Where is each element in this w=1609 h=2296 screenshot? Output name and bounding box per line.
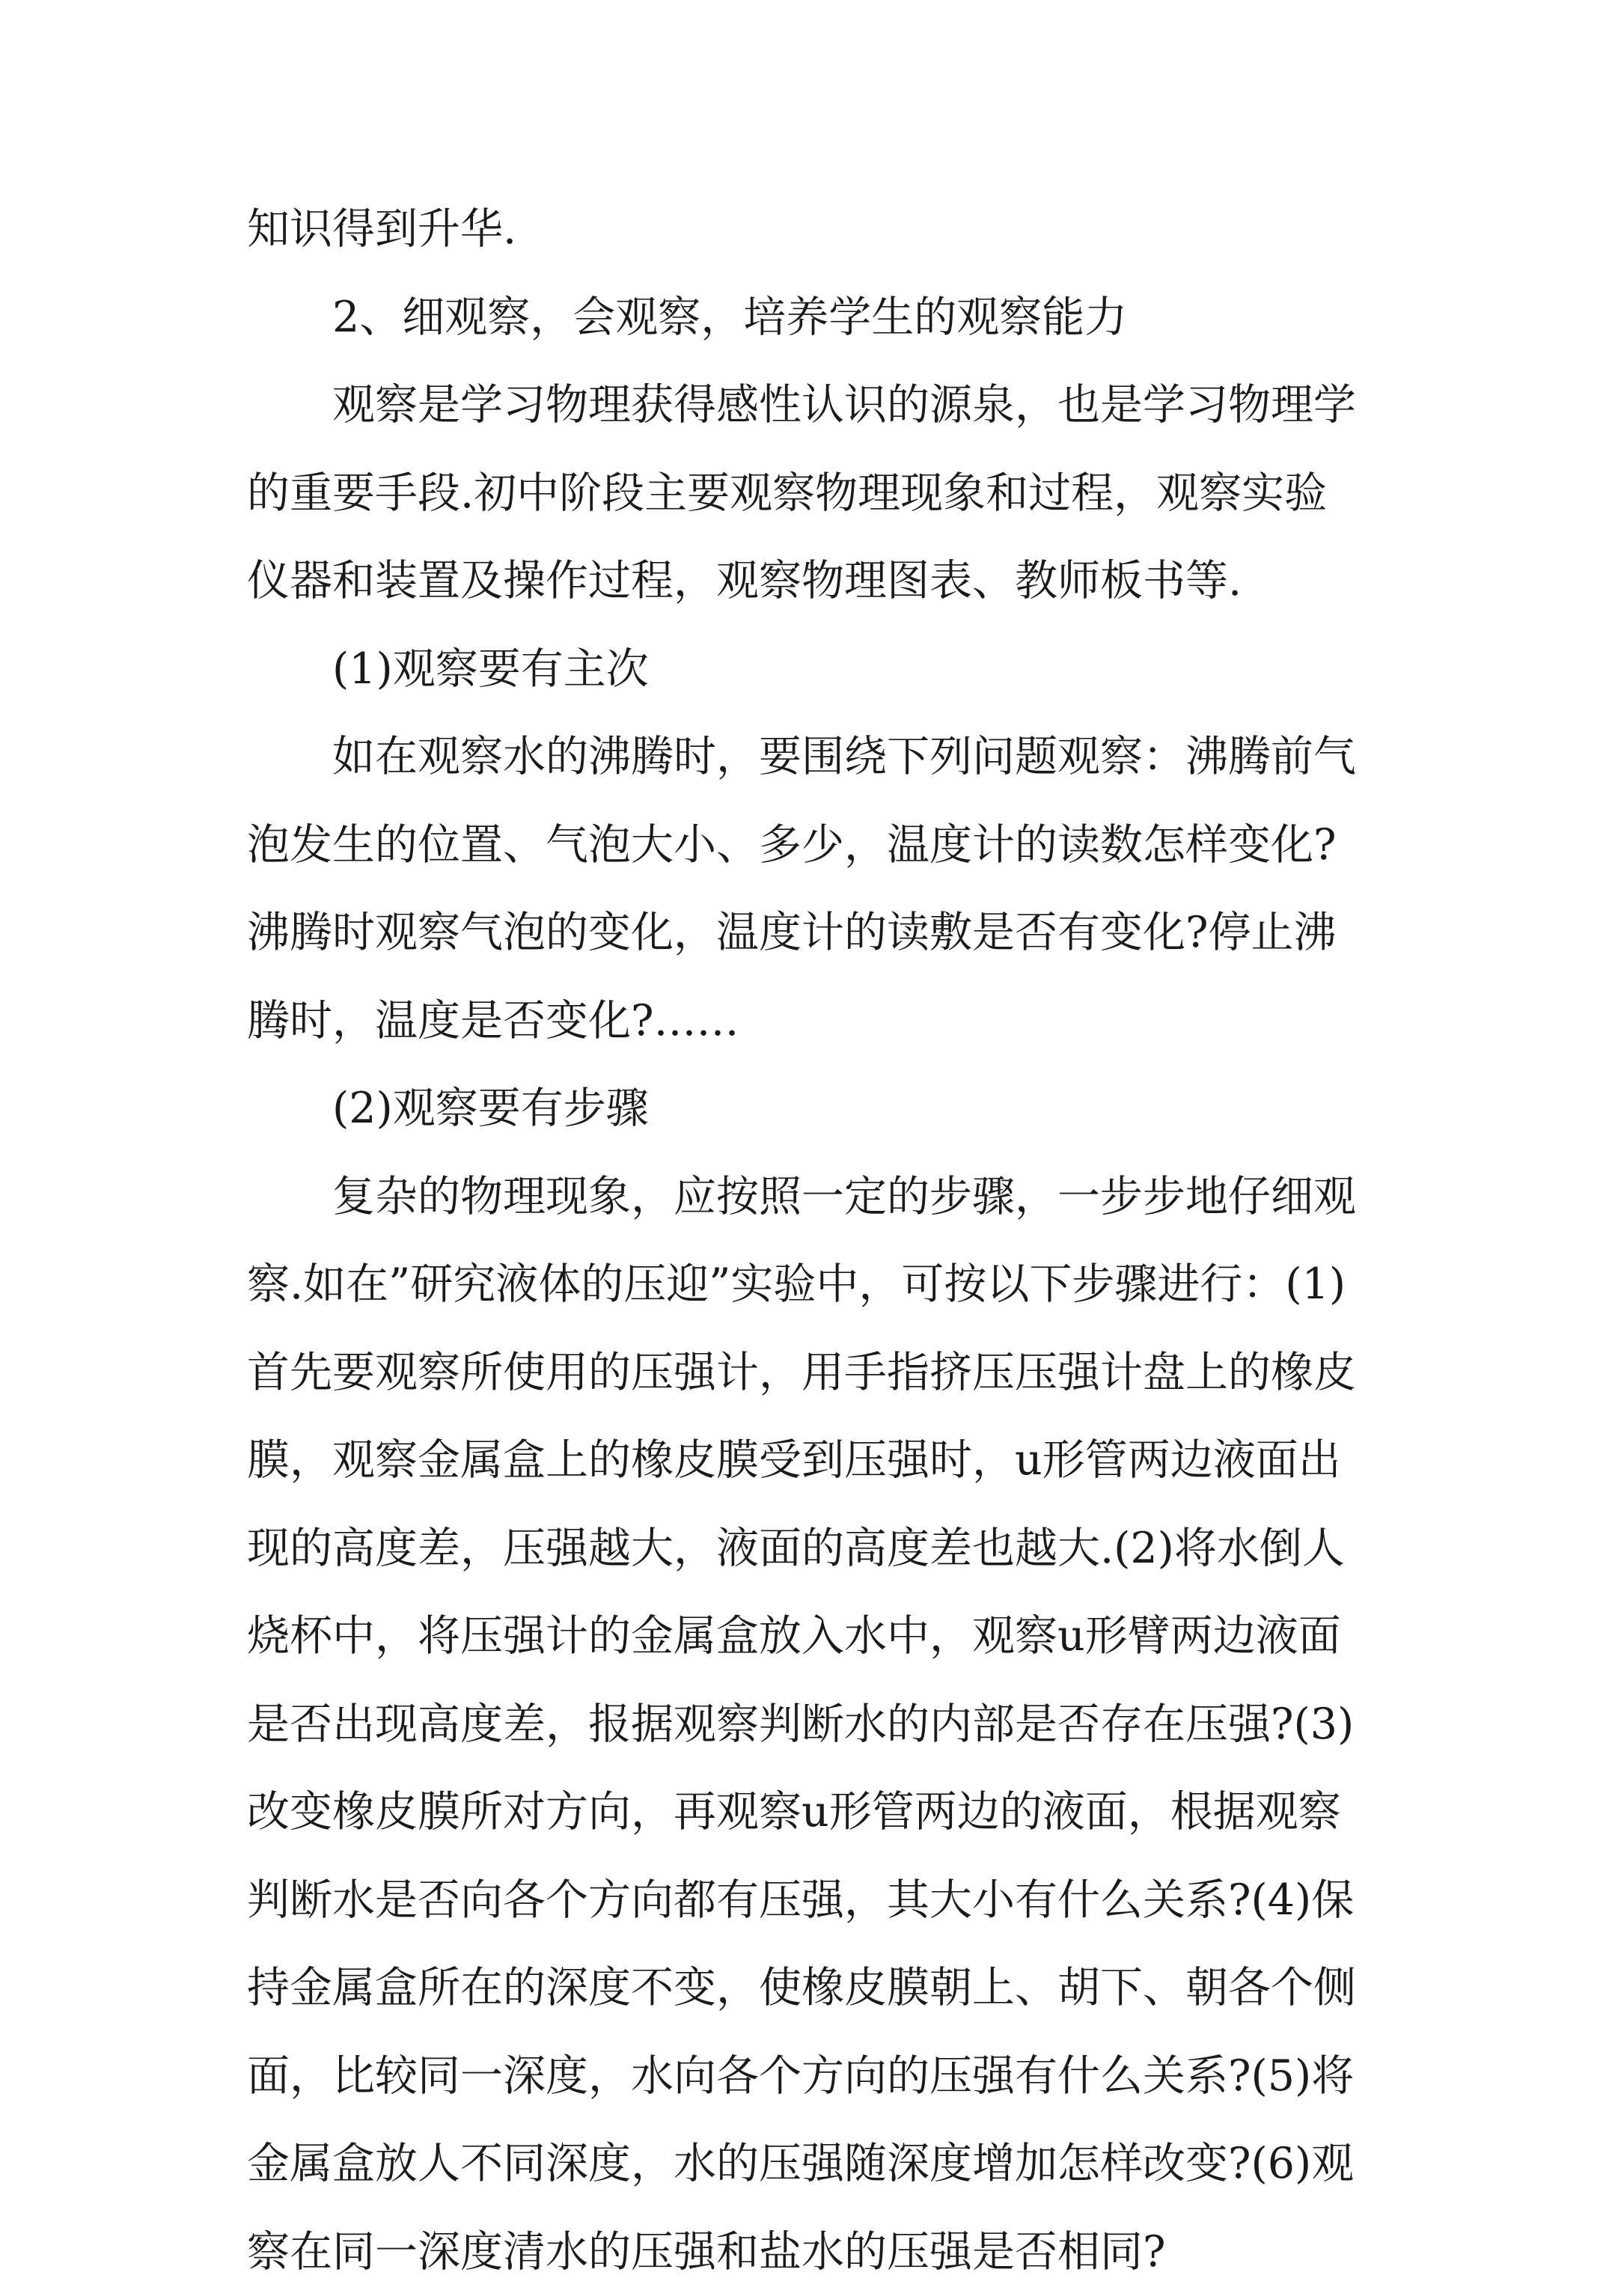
text-line: 现的高度差，压强越大，液面的高度差也越大.(2)将水倒人 [247,1505,1370,1593]
subsection-heading: (1)观察要有主次 [247,626,1370,714]
text-line: 知识得到升华. [247,186,1370,274]
paragraph-start-line: 复杂的物理现象，应按照一定的步骤，一步步地仔细观 [247,1153,1370,1242]
text-line: 察.如在”研究液体的压迎”实验中，可按以下步骤进行：(1) [247,1241,1370,1329]
section-heading: 2、细观察，会观察，培养学生的观察能力 [247,274,1370,362]
paragraph-start-line: 观察是学习物理获得感性认识的源泉，也是学习物理学 [247,361,1370,450]
text-line: 改变橡皮膜所对方向，再观察u形管两边的液面，根据观察 [247,1768,1370,1857]
paragraph-start-line: 如在观察水的沸腾时，要围绕下列问题观察：沸腾前气 [247,713,1370,802]
text-line: 烧杯中，将压强计的金属盒放入水中，观察u形臂两边液面 [247,1593,1370,1681]
text-line: 泡发生的位置、气泡大小、多少，温度计的读数怎样变化? [247,802,1370,890]
text-line: 仪器和装置及操作过程，观察物理图表、教师板书等. [247,537,1370,626]
text-line: 持金属盒所在的深度不变，使橡皮膜朝上、胡下、朝各个侧 [247,1944,1370,2033]
text-line: 腾时，温度是否变化?…… [247,977,1370,1066]
text-line: 首先要观察所使用的压强计，用手指挤压压强计盘上的橡皮 [247,1329,1370,1417]
document-body [247,186,1370,2296]
text-line: 金属盒放人不同深度，水的压强随深度增加怎样改变?(6)观 [247,2120,1370,2208]
text-line: 面，比较同一深度，水向各个方向的压强有什么关系?(5)将 [247,2033,1370,2121]
text-line: 的重要手段.初中阶段主要观察物理现象和过程，观察实验 [247,450,1370,538]
text-line: 察在同一深度清水的压强和盐水的压强是否相同? [247,2208,1370,2296]
text-line: 沸腾时观察气泡的变化，温度计的读敷是否有变化?停止沸 [247,889,1370,977]
text-line: 膜，观察金属盒上的橡皮膜受到压强时，u形管两边液面出 [247,1417,1370,1505]
subsection-heading: (2)观察要有步骤 [247,1065,1370,1153]
text-line: 判断水是否向各个方向都有压强，其大小有什么关系?(4)保 [247,1857,1370,1945]
text-line: 是否出现高度差，报据观察判断水的内部是否存在压强?(3) [247,1681,1370,1769]
